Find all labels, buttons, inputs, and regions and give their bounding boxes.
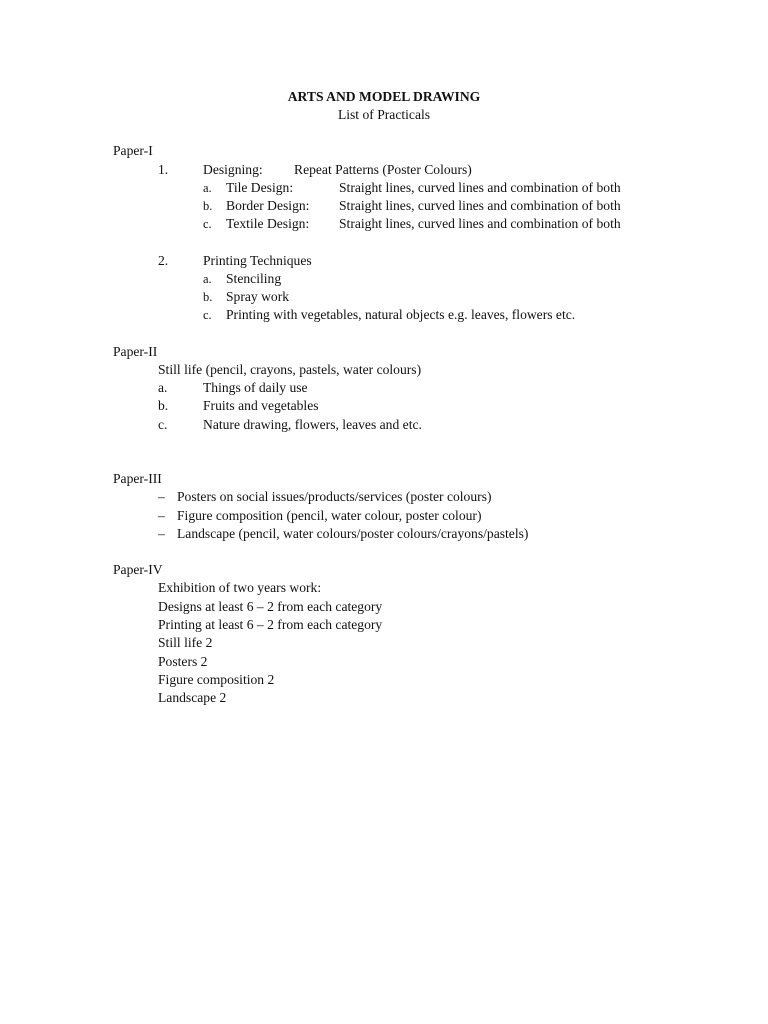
paper1-item2-sub-a-text: Stenciling [226,271,282,286]
paper1-item2-sub-b-text: Spray work [226,289,290,304]
paper1-item2-sub-c-text: Printing with vegetables, natural objects e.g. leaves, flowers etc. [226,307,576,322]
paper3-item-2: Figure composition (pencil, water colour, poster colour) [177,508,482,523]
paper1-sub-b-letter: b. [203,199,213,213]
paper2-item-b-letter: b. [158,398,169,413]
paper3-item-3: Landscape (pencil, water colours/poster colours/crayons/pastels) [177,526,529,541]
paper2-item-a-text: Things of daily use [203,380,308,395]
paper4-line-2: Designs at least 6 – 2 from each category [158,599,383,614]
paper3-bullet-2: – [158,508,165,523]
paper2-heading: Paper-II [113,344,158,359]
paper4-line-5: Posters 2 [158,654,208,669]
paper1-sub-a-text: Straight lines, curved lines and combination of both [339,180,621,195]
document-title: ARTS AND MODEL DRAWING [287,89,481,104]
paper1-item2-sub-b-letter: b. [203,290,213,304]
paper1-sub-a-letter: a. [203,181,212,195]
paper4-line-7: Landscape 2 [158,690,227,705]
paper1-heading: Paper-I [113,143,153,158]
paper2-item-c-letter: c. [158,417,168,432]
paper1-item2-sub-a-letter: a. [203,272,212,286]
paper2-intro: Still life (pencil, crayons, pastels, water colours) [158,362,422,377]
paper3-item-1: Posters on social issues/products/services (poster colours) [177,489,492,504]
paper1-sub-c-text: Straight lines, curved lines and combination of both [339,216,621,231]
paper4-heading: Paper-IV [113,562,163,577]
paper1-item2-label: Printing Techniques [203,253,312,268]
paper1-item1-label: Designing: [203,162,263,177]
paper4-line-3: Printing at least 6 – 2 from each category [158,617,383,632]
paper2-item-b-text: Fruits and vegetables [203,398,319,413]
paper1-sub-c-letter: c. [203,217,212,231]
paper1-item1-number: 1. [158,162,169,177]
paper4-line-4: Still life 2 [158,635,213,650]
paper1-sub-c-label: Textile Design: [226,216,310,231]
paper4-line-1: Exhibition of two years work: [158,580,322,595]
paper1-sub-b-label: Border Design: [226,198,310,213]
paper4-line-6: Figure composition 2 [158,672,275,687]
paper1-sub-a-label: Tile Design: [226,180,294,195]
paper3-heading: Paper-III [113,471,162,486]
paper2-item-c-text: Nature drawing, flowers, leaves and etc. [203,417,422,432]
paper2-item-a-letter: a. [158,380,168,395]
document-subtitle: List of Practicals [337,107,431,122]
paper1-item2-sub-c-letter: c. [203,308,212,322]
paper1-item2-number: 2. [158,253,169,268]
paper1-sub-b-text: Straight lines, curved lines and combination of both [339,198,621,213]
paper3-bullet-1: – [158,489,165,504]
paper3-bullet-3: – [158,526,165,541]
paper1-item1-text: Repeat Patterns (Poster Colours) [294,162,472,177]
